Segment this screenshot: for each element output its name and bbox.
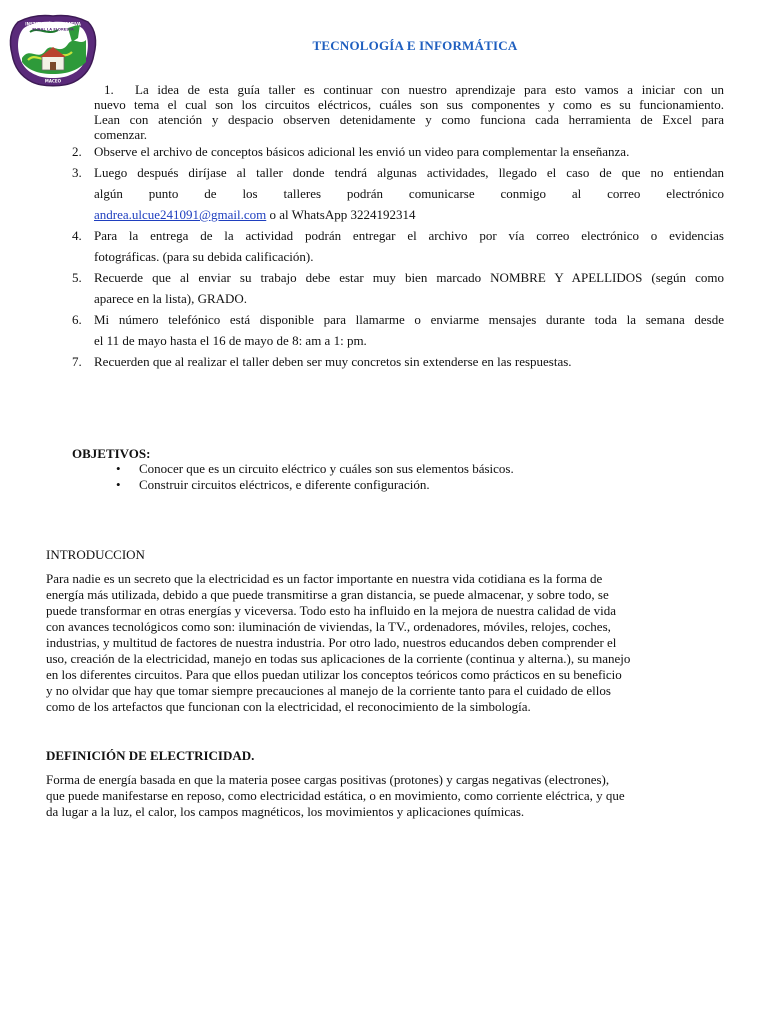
item-text-line: Recuerden que al realizar el taller deben ser muy concretos sin extenderse en las respuestas. (94, 354, 572, 369)
paragraph-line: puede transformar en otras energías y viceversa. Todo esto ha influido en la mejora de nuestra calidad de vida (46, 603, 617, 618)
paragraph-line: industrias, y multitud de factores de nuestra industria. Por otro lado, nuestros educandos deben comprender el (46, 635, 617, 650)
item-number: 6. (72, 312, 82, 327)
introduction-paragraph (46, 571, 724, 715)
paragraph-line: en los diferentes circuitos. Para que ellos puedan utilizar los conceptos teóricos como prácticos en su beneficio (46, 667, 622, 682)
item-text-line: fotográficas. (para su debida calificación). (94, 249, 314, 264)
instruction-item-1 (94, 82, 724, 142)
paragraph-line: y no olvidar que hay que tomar siempre precauciones al manejo de la corriente tanto para el cuidado de ellos (46, 683, 611, 698)
item-text-line: aparece en la lista), GRADO. (94, 291, 248, 306)
item-text-line: algún punto de los talleres podrán comunicarse conmigo al correo electrónico (94, 186, 724, 201)
item-text-line: Para la entrega de la actividad podrán entregar el archivo por vía correo electrónico o evidencias (94, 228, 724, 243)
paragraph-line: Para nadie es un secreto que la electricidad es un factor importante en nuestra vida cotidiana es la forma de (46, 571, 603, 586)
item-text-line: nuevo tema el cual son los circuitos eléctricos, cuáles son sus componentes y como es su funcionamiento. (94, 97, 724, 112)
definition-heading: DEFINICIÓN DE ELECTRICIDAD. (46, 748, 255, 763)
bullet-icon: • (116, 477, 121, 492)
bullet-icon: • (116, 461, 121, 476)
objective-text: Construir circuitos eléctricos, e diferente configuración. (139, 477, 430, 492)
logo-text-top: INSTITUCIÓN EDUCATIVA (25, 21, 81, 27)
paragraph-line: da lugar a la luz, el calor, los campos magnéticos, los movimientos y aplicaciones químicas. (46, 804, 525, 819)
email-link[interactable]: andrea.ulcue241091@gmail.com (94, 207, 267, 222)
item-text-line: Recuerde que al enviar su trabajo debe estar muy bien marcado NOMBRE Y APELLIDOS (según como (94, 270, 724, 285)
item-number: 5. (72, 270, 82, 285)
item-text-line: La idea de esta guía taller es continuar con nuestro aprendizaje para esto vamos a iniciar con un (135, 82, 724, 97)
definition-paragraph (46, 772, 724, 820)
item-text-line (94, 207, 724, 222)
paragraph-line: uso, creación de la electricidad, manejo en todas sus aplicaciones de la corriente (continua y alterna.), su manejo (46, 651, 631, 666)
whatsapp-text: o al WhatsApp 3224192314 (266, 207, 416, 222)
paragraph-line: que puede manifestarse en reposo, como electricidad estática, o en movimiento, como corriente eléctrica, y que (46, 788, 625, 803)
item-text-line: comenzar. (94, 127, 148, 142)
item-text-line: Lean con atención y despacio observen detenidamente y como funciona cada herramienta de Excel para (94, 112, 724, 127)
paragraph-line: energía más utilizada, debido a que puede transmitirse a gran distancia, se puede almacenar, y sobre todo, se (46, 587, 609, 602)
item-number: 2. (72, 144, 82, 159)
item-number: 4. (72, 228, 82, 243)
logo-text-middle: RURAL LA FLORESTA (32, 27, 74, 32)
item-text-line: Observe el archivo de conceptos básicos adicional les envió un video para complementar la enseñanza. (94, 144, 630, 159)
item-number: 1. (104, 82, 114, 97)
item-text-line: Mi número telefónico está disponible para llamarme o enviarme mensajes durante toda la semana desde (94, 312, 724, 327)
objective-text: Conocer que es un circuito eléctrico y cuáles son sus elementos básicos. (139, 461, 514, 476)
introduction-heading: INTRODUCCION (46, 547, 145, 562)
item-number: 7. (72, 354, 82, 369)
paragraph-line: Forma de energía basada en que la materia posee cargas positivas (protones) y cargas negativas (electrones), (46, 772, 610, 787)
item-text-line: Luego después diríjase al taller donde tendrá algunas actividades, llegado el caso de que no entiendan (94, 165, 724, 180)
item-text-line: el 11 de mayo hasta el 16 de mayo de 8: am a 1: pm. (94, 333, 367, 348)
paragraph-line: con avances tecnológicos como son: iluminación de viviendas, la TV., ordenadores, móviles, relojes, coches, (46, 619, 611, 634)
page-title: TECNOLOGÍA E INFORMÁTICA (312, 38, 518, 53)
item-number: 3. (72, 165, 82, 180)
objectives-heading: OBJETIVOS: (72, 446, 151, 461)
paragraph-line: como de los artefactos que funcionan con la electricidad, el reconocimiento de la simbología. (46, 699, 531, 714)
logo-text-bottom: MACEO (44, 78, 62, 84)
